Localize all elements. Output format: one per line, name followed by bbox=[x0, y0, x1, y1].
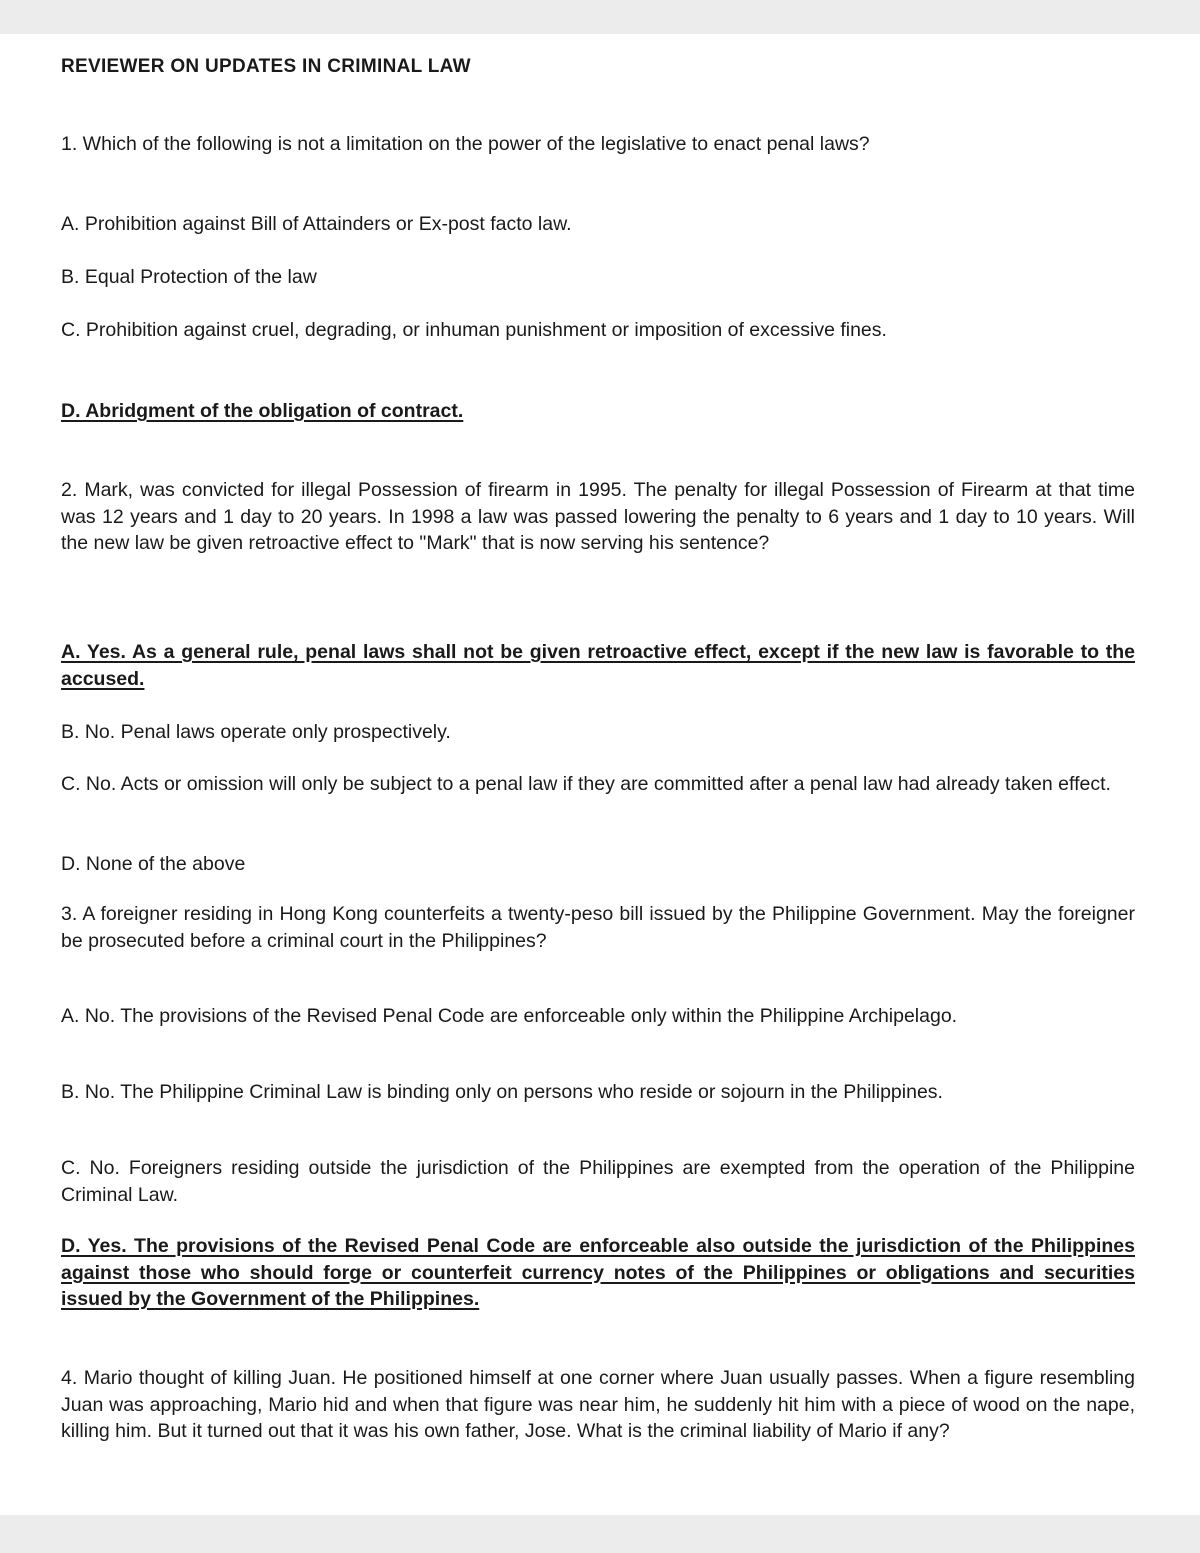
question-1-answer-d: D. Abridgment of the obligation of contract. bbox=[61, 400, 464, 422]
question-4-prompt: 4. Mario thought of killing Juan. He positioned himself at one corner where Juan usually passes. When a figure resembling Juan was approaching, Mario hid and when that figure was near him, he suddenly hit him with a piece of wood on the nape, killing him. But it turned out that it was his own father, Jose. What is the criminal liability of Mario if any? bbox=[61, 1367, 1135, 1442]
question-2-prompt: 2. Mark, was convicted for illegal Possession of firearm in 1995. The penalty for illegal Possession of Firearm at that time was 12 years and 1 day to 20 years. In 1998 a law was passed lowering the penalty to 6 years and 1 day to 10 years. Will the new law be given retroactive effect to "Mark" that is now serving his sentence? bbox=[61, 479, 1135, 554]
question-1-prompt: 1. Which of the following is not a limitation on the power of the legislative to enact penal laws? bbox=[61, 133, 870, 155]
question-1-choice-a: A. Prohibition against Bill of Attainders or Ex-post facto law. bbox=[61, 213, 572, 235]
question-1-choice-b: B. Equal Protection of the law bbox=[61, 266, 317, 288]
question-1-choice-c: C. Prohibition against cruel, degrading, or inhuman punishment or imposition of excessive fines. bbox=[61, 319, 887, 341]
question-2-answer-a: A. Yes. As a general rule, penal laws shall not be given retroactive effect, except if the new law is favorable to the accused. bbox=[61, 641, 1135, 690]
question-3-choice-b: B. No. The Philippine Criminal Law is binding only on persons who reside or sojourn in the Philippines. bbox=[61, 1081, 943, 1103]
document-page bbox=[0, 34, 1200, 1515]
question-3-choice-a: A. No. The provisions of the Revised Penal Code are enforceable only within the Philippine Archipelago. bbox=[61, 1005, 958, 1027]
question-2-choice-b: B. No. Penal laws operate only prospectively. bbox=[61, 721, 451, 743]
document-title: REVIEWER ON UPDATES IN CRIMINAL LAW bbox=[61, 56, 471, 77]
question-3-choice-c: C. No. Foreigners residing outside the jurisdiction of the Philippines are exempted from the operation of the Philippine Criminal Law. bbox=[61, 1157, 1135, 1206]
question-2-choice-c: C. No. Acts or omission will only be subject to a penal law if they are committed after a penal law had already taken effect. bbox=[61, 773, 1111, 795]
question-3-prompt: 3. A foreigner residing in Hong Kong counterfeits a twenty-peso bill issued by the Philippine Government. May the foreigner be prosecuted before a criminal court in the Philippines? bbox=[61, 903, 1135, 952]
question-2-choice-d: D. None of the above bbox=[61, 853, 246, 875]
question-3-answer-d: D. Yes. The provisions of the Revised Penal Code are enforceable also outside the jurisdiction of the Philippines against those who should forge or counterfeit currency notes of the Philippines or obligations and securities issued by the Government of the Philippines. bbox=[61, 1235, 1135, 1310]
